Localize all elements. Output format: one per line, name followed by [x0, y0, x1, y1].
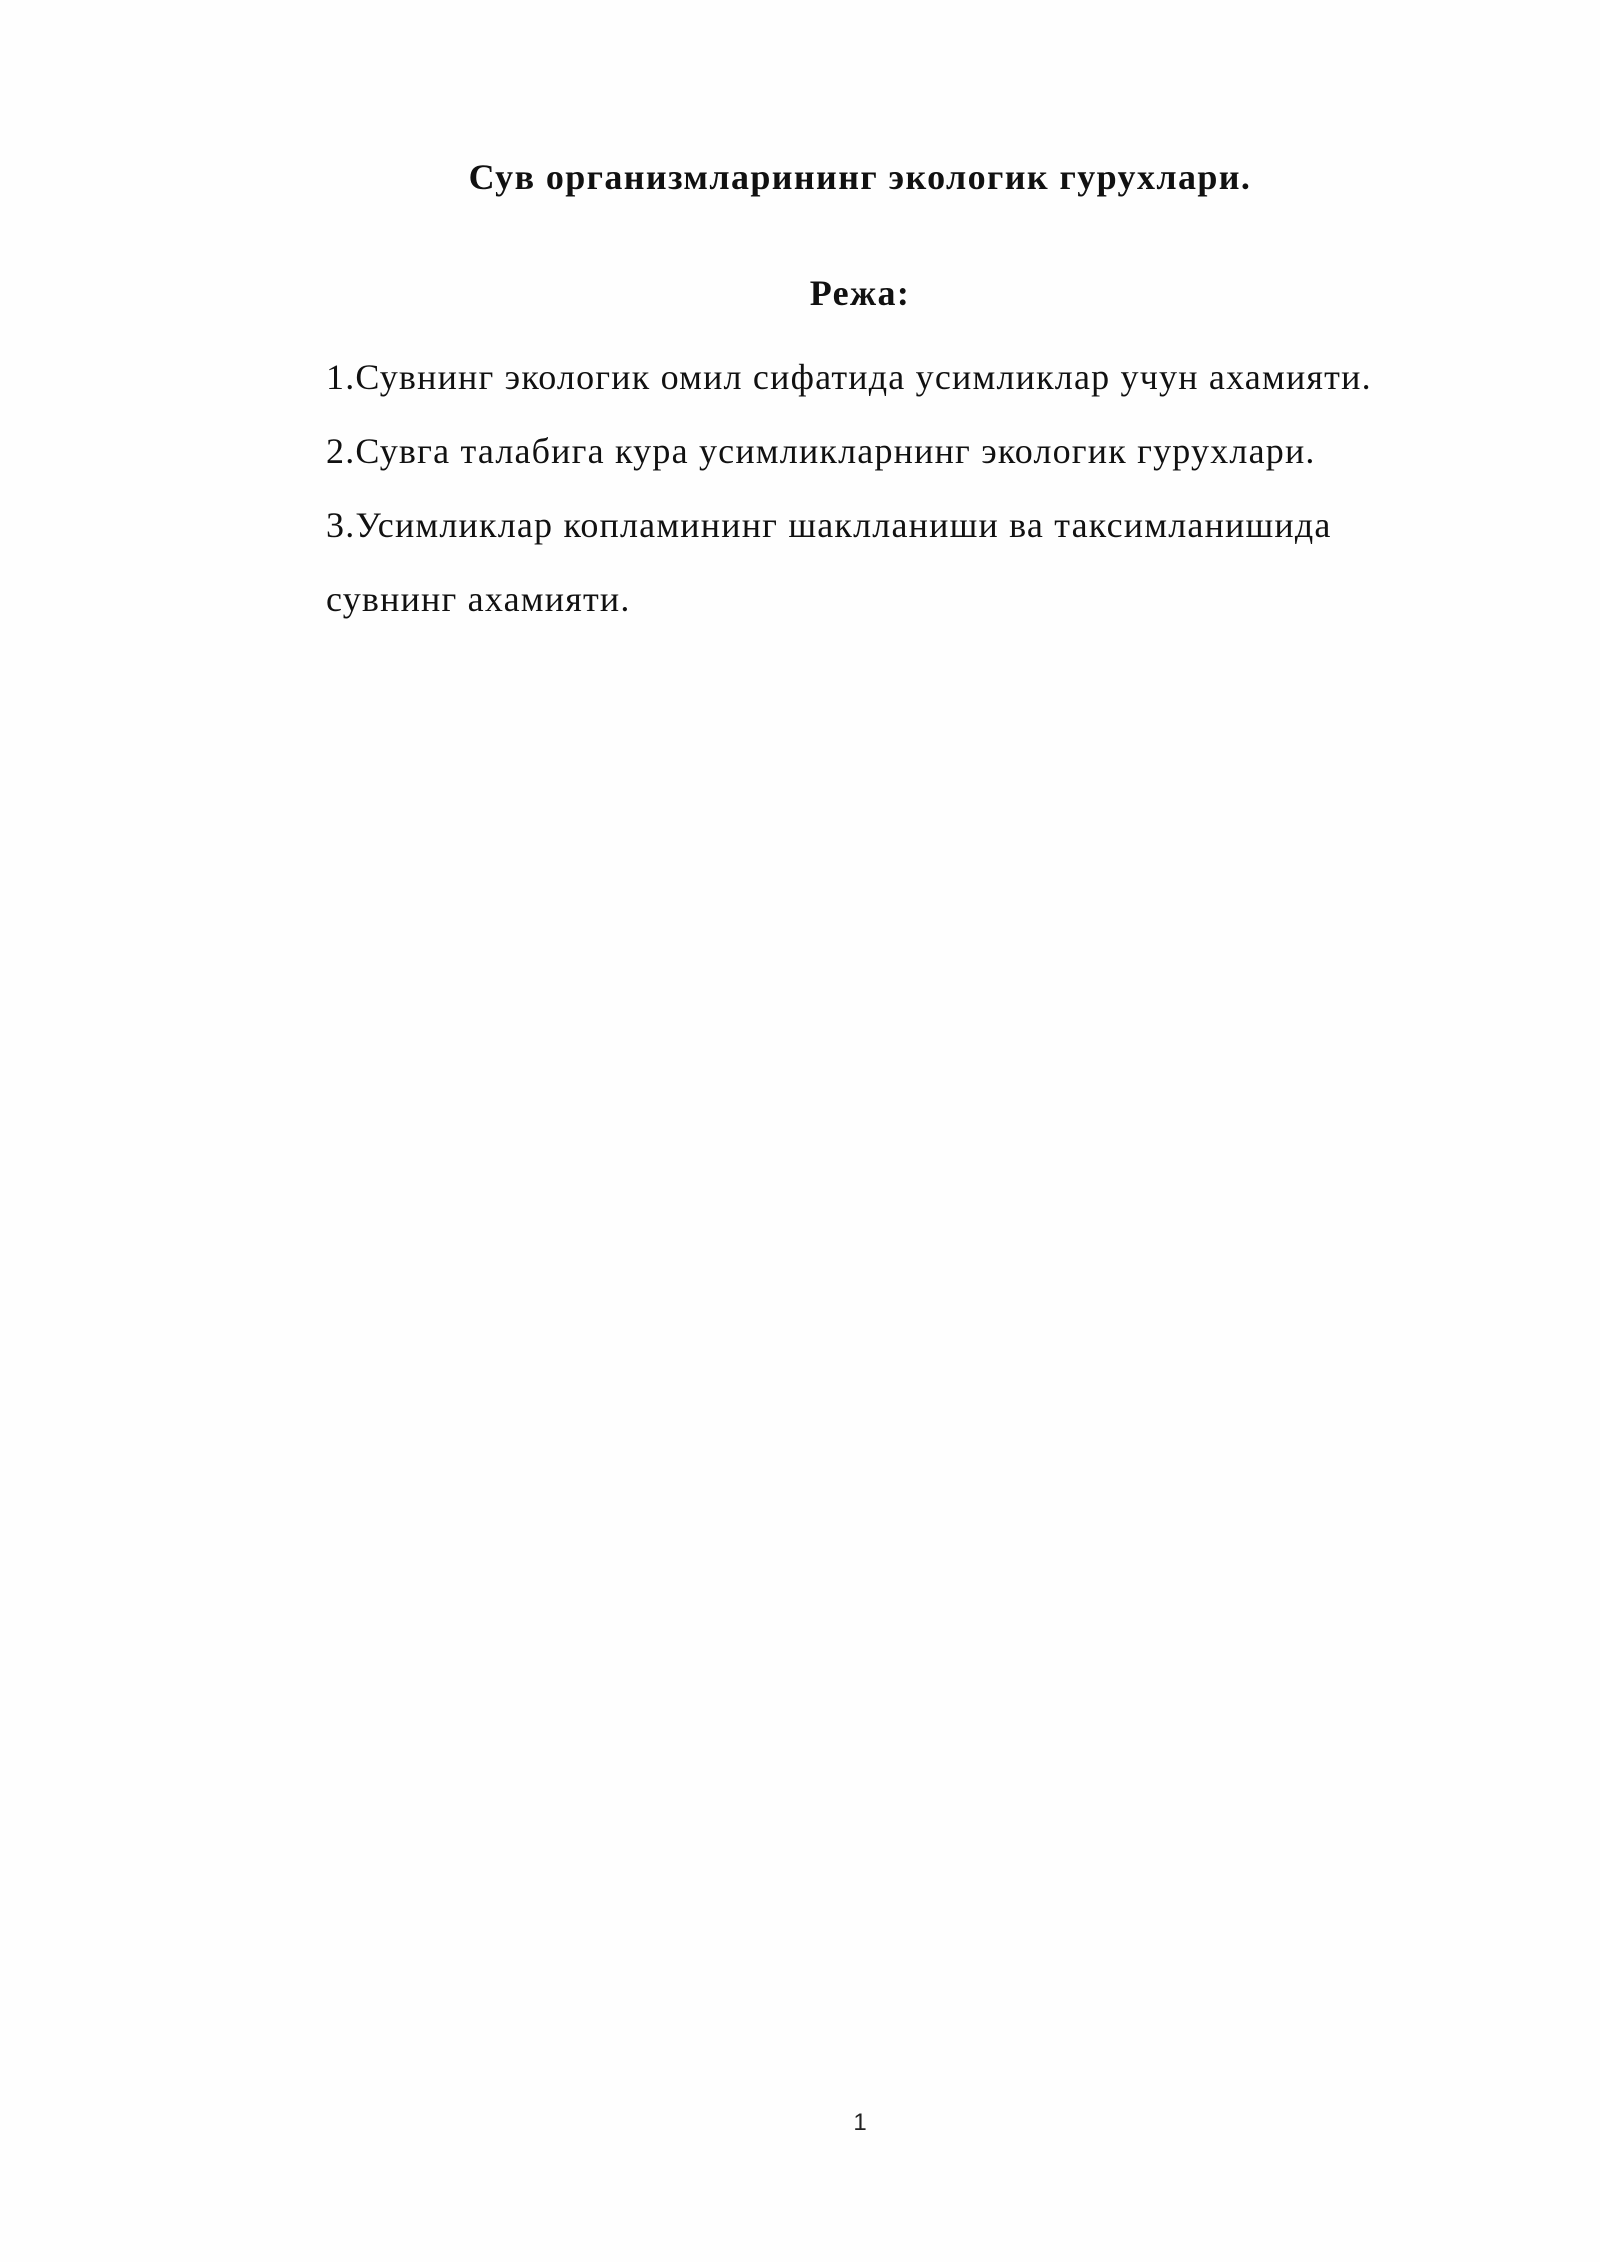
plan-heading: Режа: — [809, 273, 911, 313]
page-number: 1 — [853, 2109, 867, 2136]
plan-list — [326, 340, 1476, 636]
plan-item-3-continued: сувнинг ахамияти. — [326, 579, 631, 619]
plan-item-2: 2.Сувга талабига кура усимликларнинг экологик гурухлари. — [326, 431, 1316, 471]
plan-item-1: 1.Сувнинг экологик омил сифатида усимликлар учун ахамияти. — [326, 357, 1372, 397]
plan-item-3: 3.Усимликлар копламининг шаклланиши ва таксимланишида — [326, 505, 1332, 545]
document-title: Сув организмларининг экологик гурухлари. — [468, 157, 1252, 197]
